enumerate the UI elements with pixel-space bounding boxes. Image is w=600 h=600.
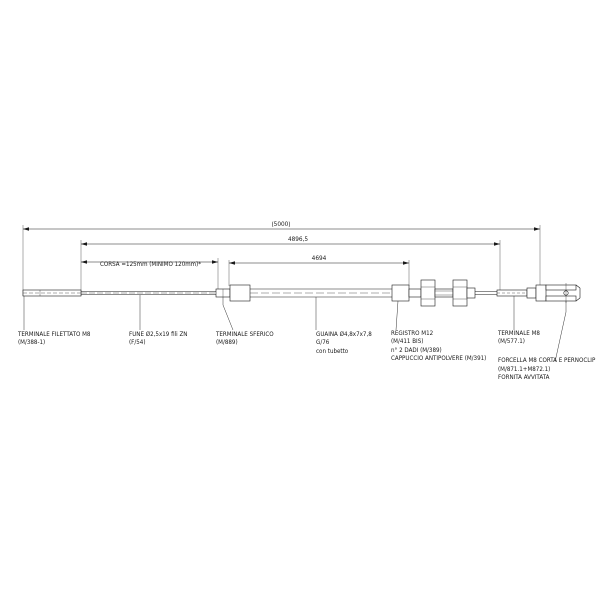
svg-text:REGISTRO M12: REGISTRO M12 <box>391 330 434 337</box>
dimension-second-value: 4896,5 <box>287 235 309 243</box>
m8-terminal <box>497 288 536 298</box>
spherical-terminal <box>216 289 230 297</box>
dimension-sheath <box>229 254 409 286</box>
svg-text:con tubetto: con tubetto <box>316 348 349 355</box>
cable <box>81 292 218 295</box>
svg-text:(M/871.1+M872.1): (M/871.1+M872.1) <box>498 366 551 373</box>
svg-text:(F/54): (F/54) <box>129 339 146 346</box>
label-spherical-terminal <box>215 331 274 346</box>
threaded-terminal <box>23 290 81 296</box>
label-sheath <box>316 330 372 355</box>
adjuster <box>392 280 475 306</box>
svg-text:CAPPUCCIO ANTIPOLVERE (M/391): CAPPUCCIO ANTIPOLVERE (M/391) <box>391 355 487 362</box>
svg-text:(M/577.1): (M/577.1) <box>498 338 525 345</box>
label-adjuster <box>391 330 486 362</box>
svg-text:TERMINALE SFERICO: TERMINALE SFERICO <box>216 331 274 338</box>
svg-text:(M/411 BIS): (M/411 BIS) <box>391 338 424 345</box>
svg-text:TERMINALE M8: TERMINALE M8 <box>498 330 540 337</box>
dimension-stroke-value: CORSA =125mm (MINIMO 120mm)* <box>100 261 202 268</box>
svg-text:FUNE Ø2,5x19 fili ZN: FUNE Ø2,5x19 fili ZN <box>129 331 188 338</box>
leader-lines <box>24 295 566 362</box>
sheath <box>230 285 392 301</box>
svg-text:GUAINA Ø4,8x7x7,8: GUAINA Ø4,8x7x7,8 <box>316 331 372 338</box>
dimension-sheath-value: 4694 <box>311 254 327 262</box>
label-m8-terminal <box>497 330 540 345</box>
dimension-overall-value: (5000) <box>271 220 291 228</box>
label-threaded-terminal <box>17 331 91 346</box>
label-cable <box>129 330 187 346</box>
dimension-stroke <box>81 258 218 292</box>
inner-cable <box>475 292 497 295</box>
svg-text:FORNITA AVVITATA: FORNITA AVVITATA <box>498 374 550 381</box>
svg-text:(M/388-1): (M/388-1) <box>18 339 46 346</box>
fork <box>536 283 580 303</box>
svg-text:FORCELLA M8 CORTA E PERNOCLIP: FORCELLA M8 CORTA E PERNOCLIP <box>498 357 596 364</box>
svg-text:n° 2 DADI (M/389): n° 2 DADI (M/389) <box>391 347 442 354</box>
svg-text:TERMINALE FILETTATO M8: TERMINALE FILETTATO M8 <box>18 331 91 338</box>
label-fork <box>498 357 596 381</box>
svg-text:G/76: G/76 <box>316 339 330 346</box>
svg-text:(M/889): (M/889) <box>216 339 238 346</box>
